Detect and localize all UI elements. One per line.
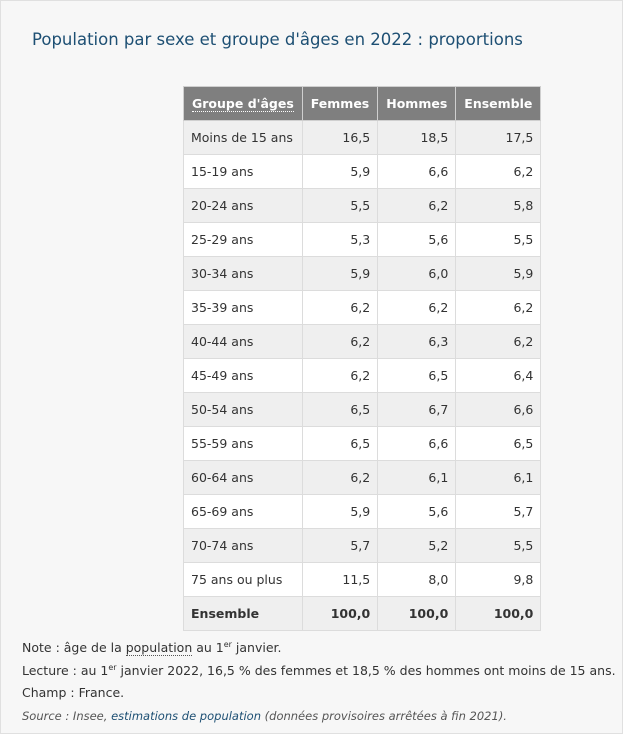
hommes-cell: 5,6 (378, 495, 456, 529)
note-prefix: Note : âge de la (22, 640, 126, 655)
hommes-cell: 6,3 (378, 325, 456, 359)
age-group-cell: 15-19 ans (184, 155, 303, 189)
ensemble-cell: 6,2 (456, 155, 541, 189)
table-row (184, 393, 541, 427)
age-group-cell: Ensemble (184, 597, 303, 631)
champ-line: Champ : France. (22, 685, 125, 700)
lecture-prefix: Lecture : au 1 (22, 662, 109, 678)
header-hommes: Hommes (378, 87, 456, 121)
table-row (184, 325, 541, 359)
table-row (184, 461, 541, 495)
data-table (183, 86, 541, 631)
ensemble-cell: 6,1 (456, 461, 541, 495)
age-group-cell: 40-44 ans (184, 325, 303, 359)
source-prefix: Source : Insee, (22, 708, 112, 723)
table-row (184, 121, 541, 155)
lecture-line (22, 660, 616, 683)
hommes-cell: 18,5 (378, 121, 456, 155)
age-group-cell: 55-59 ans (184, 427, 303, 461)
ensemble-cell: 6,2 (456, 325, 541, 359)
femmes-cell: 16,5 (302, 121, 377, 155)
ensemble-cell: 17,5 (456, 121, 541, 155)
ensemble-cell: 6,5 (456, 427, 541, 461)
note-line (22, 637, 616, 660)
lecture-sup: er (108, 662, 117, 672)
femmes-cell: 100,0 (302, 597, 377, 631)
hommes-cell: 6,0 (378, 257, 456, 291)
ensemble-cell: 6,4 (456, 359, 541, 393)
age-group-cell: 30-34 ans (184, 257, 303, 291)
femmes-cell: 6,2 (302, 461, 377, 495)
page-title: Population par sexe et groupe d'âges en 2022 : proportions (32, 30, 523, 49)
table-total-row (184, 597, 541, 631)
hommes-cell: 5,6 (378, 223, 456, 257)
header-ensemble: Ensemble (456, 87, 541, 121)
age-group-cell: 25-29 ans (184, 223, 303, 257)
ensemble-cell: 6,2 (456, 291, 541, 325)
header-groupe-ages-label: Groupe d'âges (192, 96, 294, 111)
hommes-cell: 6,7 (378, 393, 456, 427)
hommes-cell: 5,2 (378, 529, 456, 563)
ensemble-cell: 5,7 (456, 495, 541, 529)
table-row (184, 529, 541, 563)
table-header-row (184, 87, 541, 121)
hommes-cell: 6,2 (378, 291, 456, 325)
source-link[interactable]: estimations de population (111, 708, 261, 723)
population-term[interactable]: population (125, 640, 193, 655)
hommes-cell: 8,0 (378, 563, 456, 597)
ensemble-cell: 6,6 (456, 393, 541, 427)
femmes-cell: 6,2 (302, 359, 377, 393)
age-group-cell: 50-54 ans (184, 393, 303, 427)
femmes-cell: 5,3 (302, 223, 377, 257)
femmes-cell: 5,9 (302, 257, 377, 291)
table-row (184, 359, 541, 393)
hommes-cell: 6,2 (378, 189, 456, 223)
femmes-cell: 5,9 (302, 495, 377, 529)
ensemble-cell: 100,0 (456, 597, 541, 631)
hommes-cell: 100,0 (378, 597, 456, 631)
femmes-cell: 6,2 (302, 291, 377, 325)
table-row (184, 189, 541, 223)
source-line (22, 705, 616, 728)
ensemble-cell: 5,5 (456, 223, 541, 257)
age-group-cell: Moins de 15 ans (184, 121, 303, 155)
table-row (184, 427, 541, 461)
hommes-cell: 6,5 (378, 359, 456, 393)
notes-block (22, 637, 616, 727)
femmes-cell: 5,9 (302, 155, 377, 189)
table-row (184, 291, 541, 325)
table-row (184, 563, 541, 597)
age-group-cell: 45-49 ans (184, 359, 303, 393)
femmes-cell: 5,5 (302, 189, 377, 223)
header-groupe-ages (184, 87, 303, 121)
header-femmes: Femmes (302, 87, 377, 121)
hommes-cell: 6,6 (378, 427, 456, 461)
note-mid: au 1 (192, 640, 224, 655)
lecture-suffix: janvier 2022, 16,5 % des femmes et 18,5 % des hommes ont moins de 15 ans. (116, 662, 616, 678)
note-sup: er (223, 640, 232, 649)
age-group-cell: 70-74 ans (184, 529, 303, 563)
source-suffix: (données provisoires arrêtées à fin 2021). (261, 708, 507, 723)
femmes-cell: 6,5 (302, 393, 377, 427)
hommes-cell: 6,1 (378, 461, 456, 495)
table-row (184, 223, 541, 257)
femmes-cell: 11,5 (302, 563, 377, 597)
age-group-cell: 75 ans ou plus (184, 563, 303, 597)
note-suffix: janvier. (231, 640, 282, 655)
femmes-cell: 6,5 (302, 427, 377, 461)
ensemble-cell: 5,9 (456, 257, 541, 291)
ensemble-cell: 9,8 (456, 563, 541, 597)
age-group-cell: 65-69 ans (184, 495, 303, 529)
table-row (184, 495, 541, 529)
table-row (184, 155, 541, 189)
age-group-cell: 35-39 ans (184, 291, 303, 325)
age-group-cell: 20-24 ans (184, 189, 303, 223)
femmes-cell: 5,7 (302, 529, 377, 563)
ensemble-cell: 5,8 (456, 189, 541, 223)
table-body (184, 121, 541, 631)
table-row (184, 257, 541, 291)
ensemble-cell: 5,5 (456, 529, 541, 563)
femmes-cell: 6,2 (302, 325, 377, 359)
hommes-cell: 6,6 (378, 155, 456, 189)
age-group-cell: 60-64 ans (184, 461, 303, 495)
